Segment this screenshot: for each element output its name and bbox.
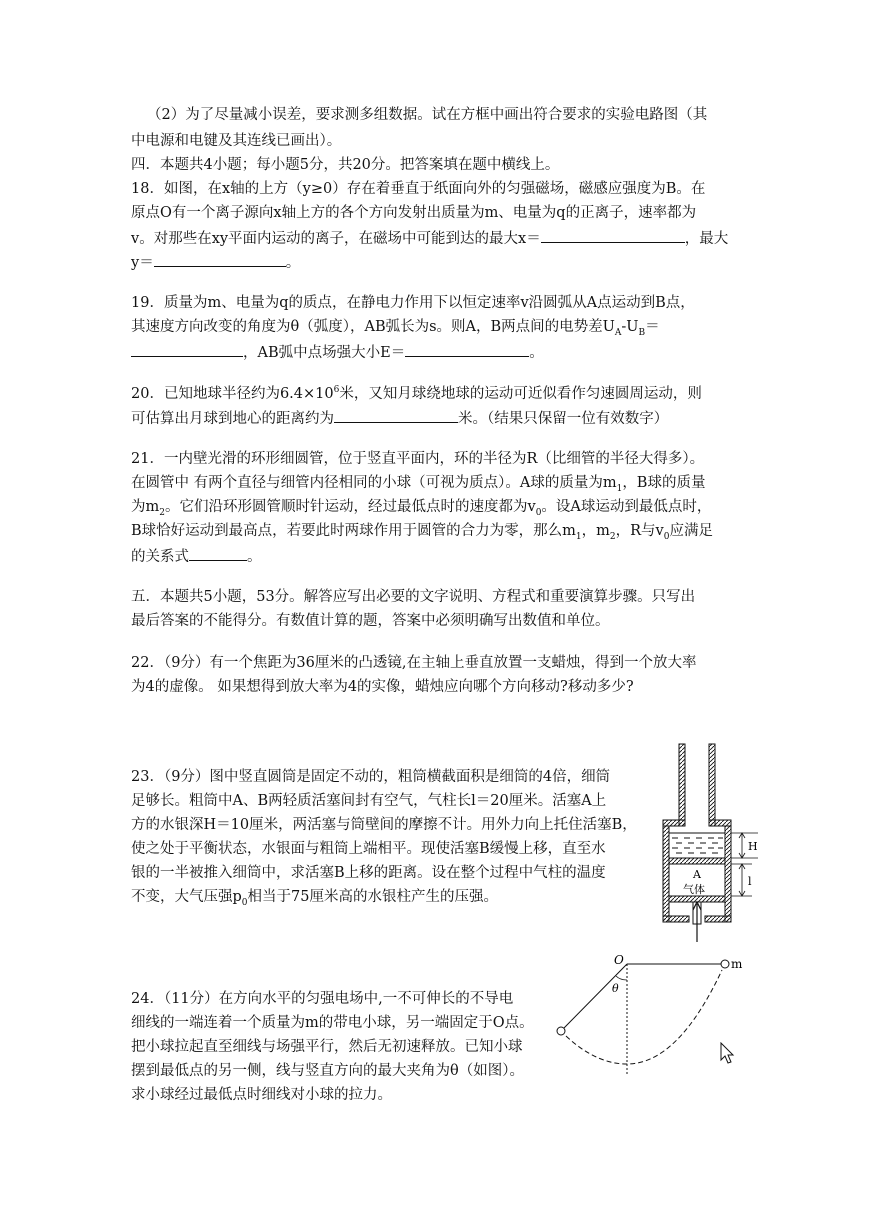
- q24-line-2: 细线的一端连着一个质量为m的带电小球，另一端固定于O点。: [131, 1015, 534, 1031]
- q19-text: ＝: [645, 319, 660, 335]
- q21-line-1: 21．一内壁光滑的环形细圆管，位于竖直平面内，环的半径为R（比细管的半径大得多）。: [131, 451, 705, 467]
- q21-text: 。: [247, 549, 262, 565]
- q21-text: 的关系式: [131, 549, 189, 565]
- q23-line-5: 银的一半被推入细筒中，求活塞B上移的距离。设在整个过程中气柱的温度: [131, 865, 606, 881]
- q22-line-2: 为4的虚像。 如果想得到放大率为4的实像，蜡烛应向哪个方向移动?移动多少?: [131, 679, 634, 695]
- thick-wall-left: [663, 826, 669, 922]
- cylinder-ledge-right: [709, 820, 731, 826]
- q23-cylinder-figure: [662, 742, 772, 948]
- q20-line-2: [131, 410, 668, 427]
- q19-text: -U: [621, 319, 639, 335]
- q18-text: ，最大: [684, 231, 729, 247]
- q18-text: 。: [285, 255, 301, 271]
- superscript: 6: [333, 385, 340, 395]
- mercury-layer: [669, 833, 725, 853]
- q18-line-4: [131, 254, 300, 271]
- q23-line-1: 23．（9分）图中竖直圆筒是固定不动的，粗筒横截面积是细筒的4倍，细筒: [131, 769, 611, 785]
- dimension-l-label: l: [748, 875, 752, 888]
- subscript: 1: [616, 483, 623, 494]
- subscript: 0: [535, 507, 542, 518]
- q23-text: 不变，大气压强p: [131, 889, 242, 905]
- mouse-cursor-icon: [720, 1042, 736, 1066]
- q21-text: ，m: [581, 523, 610, 539]
- q21-text: 应满足: [669, 523, 713, 539]
- q21-text: 在圆管中 有两个直径与细管内径相同的小球（可视为质点）。A球的质量为m: [131, 475, 617, 491]
- q23-line-3: 方的水银深H＝10厘米，两活塞与筒壁间的摩擦不计。用外力向上托住活塞B，: [131, 817, 637, 833]
- subscript: A: [614, 327, 622, 338]
- q23-line-6: [131, 890, 498, 908]
- cylinder-ledge-left: [663, 820, 685, 826]
- q23-line-2: 足够长。粗筒中A、B两轻质活塞间封有空气，气柱长l＝20厘米。活塞A上: [131, 793, 607, 809]
- subscript: B: [638, 327, 646, 338]
- piston-a-label: A: [693, 868, 701, 881]
- section-5-line-1: 五．本题共5小题，53分。解答应写出必要的文字说明、方程式和重要演算步骤。只写出: [131, 589, 696, 605]
- q19-text: 其速度方向改变的角度为θ（弧度），AB弧长为s。则A，B两点间的电势差U: [131, 319, 615, 335]
- piston-a: [669, 858, 725, 864]
- thin-tube-wall-left: [679, 744, 685, 826]
- bottom-ledge-right: [705, 916, 731, 922]
- q18-line-3: [131, 230, 728, 247]
- q20-text: 20．已知地球半径约为6.4×10: [131, 385, 334, 402]
- q18-text: v。对那些在xy平面内运动的离子，在磁场中可能到达的最大x＝: [131, 231, 541, 247]
- subscript: 0: [663, 531, 670, 542]
- q20-line-1: [131, 386, 702, 401]
- q19-text: ，AB弧中点场强大小E＝: [243, 345, 406, 361]
- answer-blank-relation: [189, 548, 247, 561]
- subscript: 1: [575, 531, 582, 542]
- thread-at-max-angle: [564, 964, 627, 1028]
- angle-arc: [616, 976, 627, 980]
- q21-line-4: [131, 524, 713, 542]
- q21-text: 为m: [131, 499, 160, 515]
- answer-blank-max-y: [154, 254, 286, 267]
- subscript: 2: [159, 507, 165, 518]
- p17-line-1: （2）为了尽量减小误差，要求测多组数据。试在方框中画出符合要求的实验电路图（其: [147, 107, 708, 123]
- q18-line-2: 原点O有一个离子源向x轴上方的各个方向发射出质量为m、电量为q的正离子，速率都为: [131, 205, 697, 221]
- pivot-o-label: O: [614, 953, 624, 967]
- ball-m-label: m: [731, 957, 743, 971]
- p17-line-2: 中电源和电键及其连线已画出）。: [131, 133, 342, 149]
- q20-text: 米。（结果只保留一位有效数字）: [458, 411, 669, 427]
- q21-text: ，R与v: [615, 523, 664, 539]
- section-4-heading: 四．本题共4小题；每小题5分，共20分。把答案填在题中横线上。: [131, 157, 560, 173]
- q21-line-2: [131, 476, 705, 494]
- q19-line-3: [131, 344, 544, 361]
- thin-tube-wall-right: [709, 744, 715, 826]
- q18-text: y＝: [131, 255, 154, 271]
- q23-line-4: 使之处于平衡状态，水银面与粗筒上端相平。现使活塞B缓慢上移，直至水: [131, 841, 606, 857]
- q24-line-4: 摆到最低点的另一侧，线与竖直方向的最大夹角为θ（如图）。: [131, 1063, 524, 1079]
- answer-blank-potential-diff: [131, 344, 243, 357]
- bottom-ledge-left: [663, 916, 689, 922]
- q21-line-5: [131, 548, 262, 565]
- q24-line-1: 24．（11分）在方向水平的匀强电场中,一不可伸长的不导电: [131, 991, 514, 1007]
- gas-label: 气体: [683, 883, 705, 896]
- ball-start: [721, 960, 729, 968]
- angle-theta-label: θ: [612, 982, 619, 995]
- subscript: 0: [241, 897, 248, 908]
- q18-line-1: 18．如图，在x轴的上方（y≥0）存在着垂直于纸面向外的匀强磁场，磁感应强度为B。在: [131, 181, 706, 197]
- dimension-h-label: H: [748, 840, 758, 853]
- ball-end: [557, 1027, 565, 1035]
- q24-line-5: 求小球经过最低点时细线对小球的拉力。: [131, 1087, 392, 1103]
- thick-wall-right: [725, 826, 731, 922]
- q21-text: B球恰好运动到最高点，若要此时两球作用于圆管的合力为零，那么m: [131, 523, 576, 539]
- q21-text: ，B球的质量: [622, 475, 706, 491]
- section-5-line-2: 最后答案的不能得分。有数值计算的题，答案中必须明确写出数值和单位。: [131, 613, 610, 629]
- q21-text: 。设A球运动到最低点时，: [541, 499, 712, 515]
- q22-line-1: 22．（9分）有一个焦距为36厘米的凸透镜,在主轴上垂直放置一支蜡烛，得到一个放大率: [131, 655, 697, 671]
- answer-blank-max-x: [541, 230, 685, 243]
- q19-text: 。: [529, 345, 544, 361]
- q24-line-3: 把小球拉起直至细线与场强平行，然后无初速释放。已知小球: [131, 1039, 523, 1055]
- q23-text: 相当于75厘米高的水银柱产生的压强。: [247, 889, 498, 905]
- q20-text: 米，又知月球绕地球的运动可近似看作匀速圆周运动，则: [339, 385, 702, 402]
- q19-line-1: 19．质量为m、电量为q的质点，在静电力作用下以恒定速率v沿圆弧从A点运动到B点，: [131, 295, 695, 311]
- subscript: 2: [609, 531, 616, 542]
- q20-text: 可估算出月球到地心的距离约为: [131, 411, 334, 427]
- q19-line-2: [131, 320, 660, 338]
- q21-line-3: [131, 500, 711, 518]
- swing-arc: [566, 970, 722, 1064]
- answer-blank-field: [405, 344, 529, 357]
- q21-text: 。它们沿环形圆管顺时针运动，经过最低点时的速度都为v: [164, 499, 536, 515]
- answer-blank-distance: [334, 410, 458, 423]
